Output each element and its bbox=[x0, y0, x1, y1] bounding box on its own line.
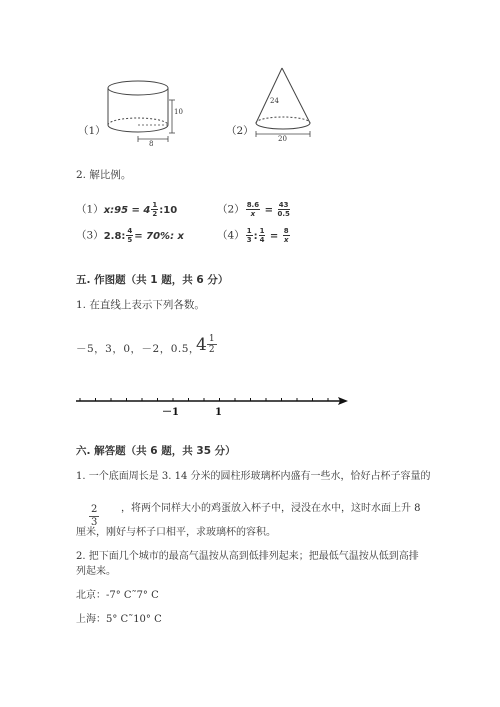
cylinder-diameter-label: 8 bbox=[149, 140, 154, 148]
q2-item-1: （1）x:95 = 4 $\frac{1}{2}$ :10 bbox=[76, 201, 178, 218]
tick-label-neg1: －1 bbox=[162, 407, 179, 418]
cone-slant-label: 24 bbox=[270, 97, 279, 105]
section6-q1-line1: 1. 一个底面周长是 3. 14 分米的圆柱形玻璃杯内盛有一些水，恰好占杯子容量的 bbox=[76, 471, 431, 482]
tick-label-1: 1 bbox=[215, 407, 222, 418]
section6-q2-line1: 2. 把下面几个城市的最高气温按从高到低排列起来；把最低气温按从低到高排 bbox=[76, 551, 419, 562]
beijing-temp: 北京：-7° C˜7° C bbox=[76, 590, 159, 601]
numbers-list: －5，3，0，－2，0.5， bbox=[76, 343, 200, 355]
section6-q1-line2: ，将两个同样大小的鸡蛋放入杯子中，浸没在水中，这时水面上升 8 bbox=[121, 503, 421, 514]
section5-heading: 五. 作图题（共 1 题，共 6 分） bbox=[76, 274, 229, 286]
cone-diameter-label: 20 bbox=[278, 135, 287, 143]
section6-heading: 六. 解答题（共 6 题，共 35 分） bbox=[76, 445, 236, 457]
shanghai-temp: 上海：5° C˜10° C bbox=[76, 614, 162, 625]
q2-item-2: （2） $\frac{8.6}{x}$ = $\frac{43}{0.5}$ bbox=[217, 201, 290, 218]
q2-title: 2. 解比例。 bbox=[76, 169, 132, 181]
figure2-label: （2） bbox=[226, 125, 254, 137]
q2-item-3: （3）2.8: $\frac{4}{5}$ = 70%: x bbox=[76, 227, 185, 244]
q1-fraction: $\frac{2}{3}$ bbox=[91, 504, 98, 528]
section6-q2-line2: 列起来。 bbox=[76, 566, 116, 577]
mixed-number: 4 1 2 bbox=[196, 334, 215, 355]
section6-q1-line3: 厘米，刚好与杯子口相平，求玻璃杯的容积。 bbox=[76, 527, 276, 538]
cylinder-figure bbox=[75, 75, 195, 155]
cone-figure bbox=[250, 64, 320, 144]
number-line bbox=[74, 390, 354, 420]
q2-item-4: （4） $\frac{1}{3}$ : $\frac{1}{4}$ = $\frac{8}{x}$ bbox=[217, 227, 289, 244]
section5-q1: 1. 在直线上表示下列各数。 bbox=[76, 299, 205, 311]
figure1-label: （1） bbox=[78, 125, 106, 137]
cylinder-height-label: 10 bbox=[174, 108, 183, 116]
